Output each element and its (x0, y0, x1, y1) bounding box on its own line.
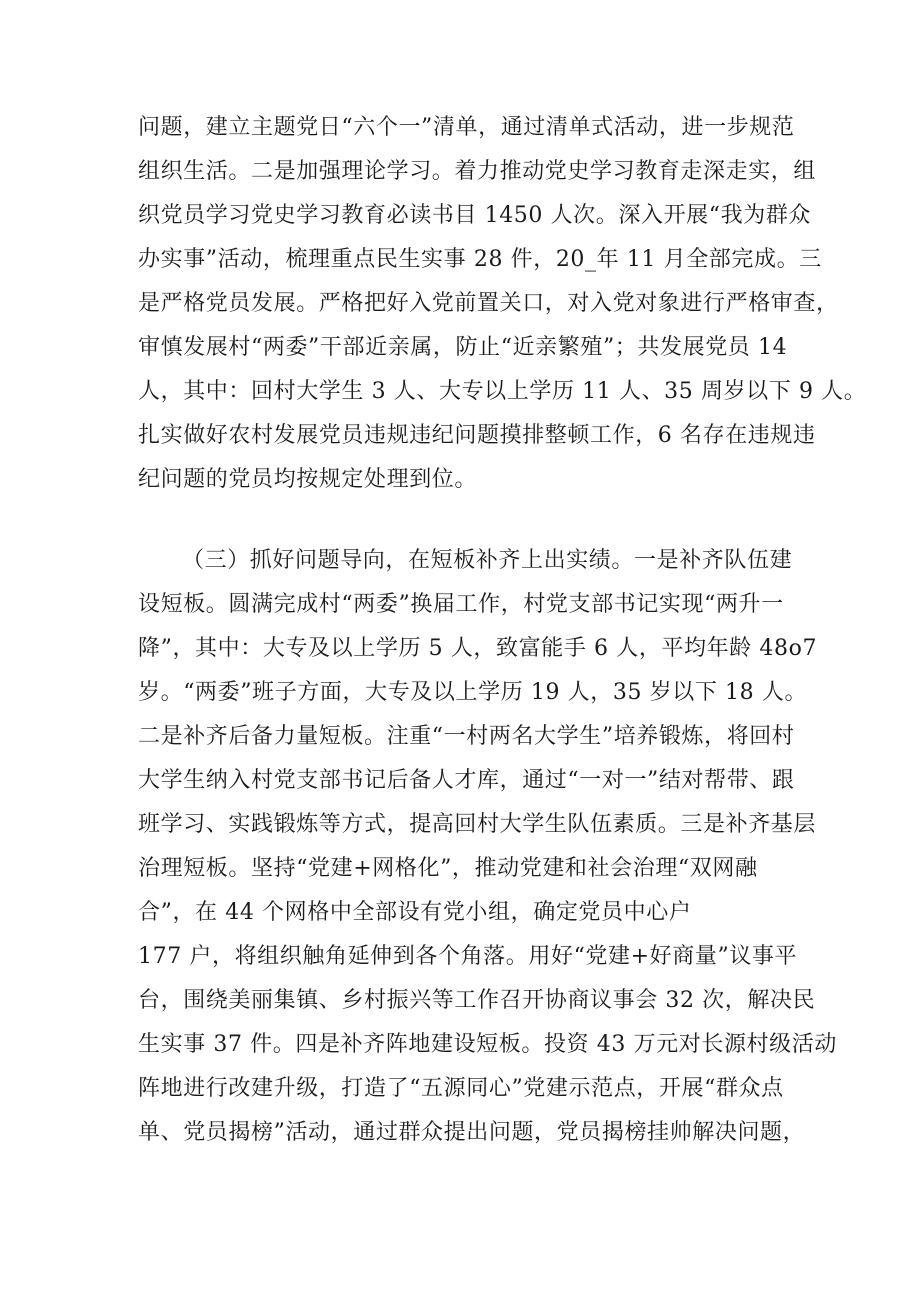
text-line: 台，围绕美丽集镇、乡村振兴等工作召开协商议事会 32 次，解决民 (138, 988, 816, 1013)
text-line: 扎实做好农村发展党员违规违纪问题摸排整顿工作，6 名存在违规违 (138, 423, 816, 448)
text-line: 二是补齐后备力量短板。注重“一村两名大学生”培养锻炼，将回村 (138, 724, 795, 749)
section-heading-line: （三）抓好问题导向，在短板补齐上出实绩。一是补齐队伍建 (182, 548, 793, 573)
text-line: 是严格党员发展。严格把好入党前置关口，对入党对象进行严格审查， (138, 291, 839, 316)
text-line: 班学习、实践锻炼等方式，提高回村大学生队伍素质。三是补齐基层 (138, 812, 817, 837)
text-line: 治理短板。坚持“党建+网格化”，推动党建和社会治理“双网融 (138, 856, 758, 881)
text-line: 织党员学习党史学习教育必读书目 1450 人次。深入开展“我为群众 (138, 203, 812, 228)
text-line: 降”，其中：大专及以上学历 5 人，致富能手 6 人，平均年龄 48o7 (138, 636, 818, 661)
text-line: 单、党员揭榜”活动，通过群众提出问题，党员揭榜挂帅解决问题， (138, 1120, 806, 1145)
text-line: 阵地进行改建升级，打造了“五源同心”党建示范点，开展“群众点 (138, 1076, 784, 1101)
text-line: 纪问题的党员均按规定处理到位。 (138, 467, 478, 492)
text-line: 177 户，将组织触角延伸到各个角落。用好“党建+好商量”议事平 (138, 944, 798, 969)
text-line: 合”，在 44 个网格中全部设有党小组，确定党员中心户 (138, 900, 692, 925)
text-line: 岁。“两委”班子方面，大专及以上学历 19 人，35 岁以下 18 人。 (138, 680, 808, 705)
text-line: 生实事 37 件。四是补齐阵地建设短板。投资 43 万元对长源村级活动 (138, 1032, 837, 1057)
text-line: 问题，建立主题党日“六个一”清单，通过清单式活动，进一步规范 (138, 115, 795, 140)
text-line: 大学生纳入村党支部书记后备人才库，通过“一对一”结对帮带、跟 (138, 768, 795, 793)
text-line: 组织生活。二是加强理论学习。着力推动党史学习教育走深走实，组 (138, 159, 817, 184)
text-line: 办实事”活动，梳理重点民生实事 28 件，20_年 11 月全部完成。三 (138, 247, 822, 272)
text-line: 人，其中：回村大学生 3 人、大专以上学历 11 人、35 周岁以下 9 人。 (138, 379, 867, 404)
text-line: 设短板。圆满完成村“两委”换届工作，村党支部书记实现“两升一 (138, 592, 784, 617)
text-line: 审慎发展村“两委”干部近亲属，防止“近亲繁殖”；共发展党员 14 (138, 335, 788, 360)
